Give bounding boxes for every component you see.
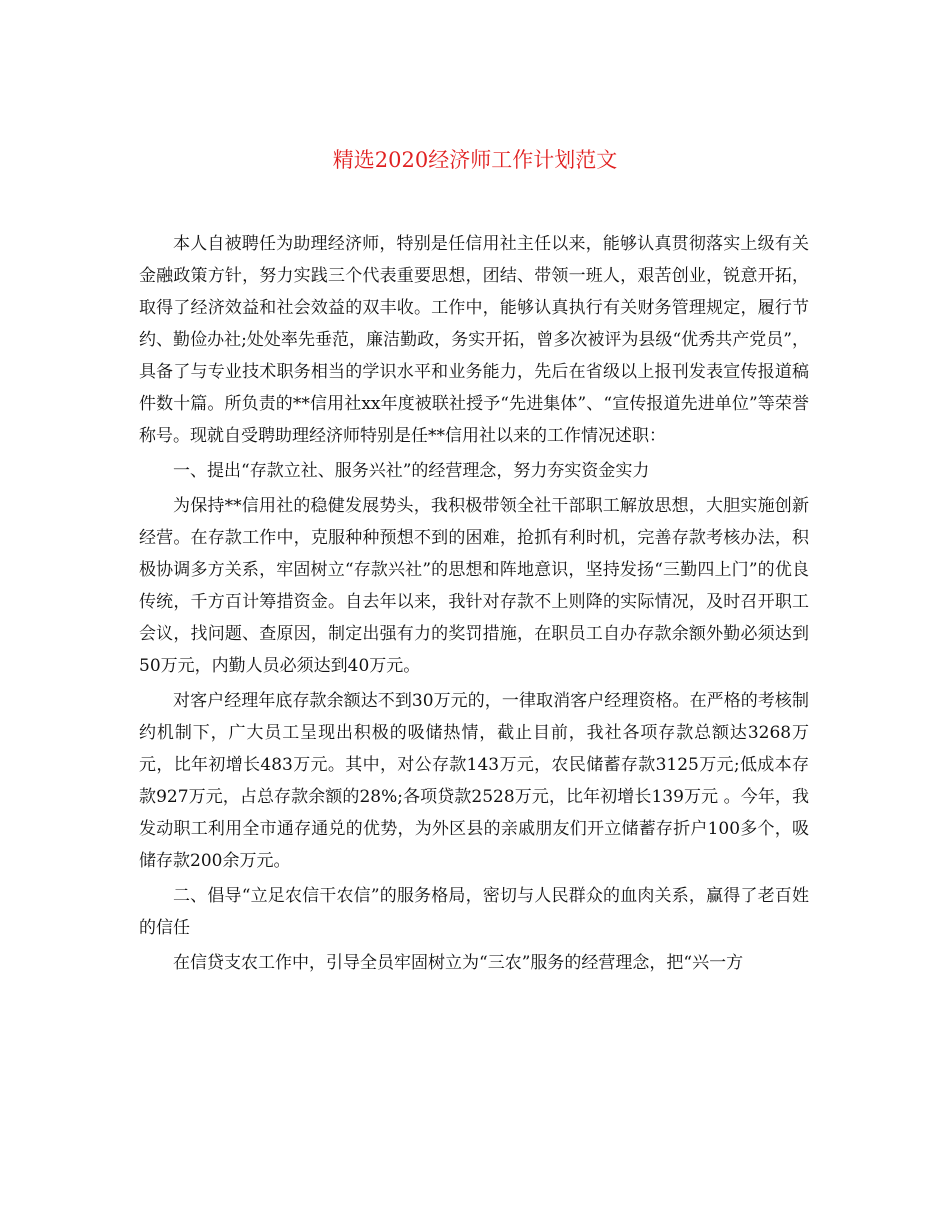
section-heading-1: 一、提出“存款立社、服务兴社”的经营理念，努力夯实资金实力 [173, 461, 650, 481]
paragraph-credit-support: 在信贷支农工作中，引导全员牢固树立为“三农”服务的经营理念，把“兴一方 [173, 953, 744, 973]
paragraph-deposit-work: 为保持**信用社的稳健发展势头，我积极带领全社干部职工解放思想，大胆实施创新经营。在存款工作中，克服种种预想不到的困难，抢抓有利时机，完善存款考核办法，积极协调多方关系，牢固树立“存款兴社”的思想和阵地意识，坚持发扬“三勤四上门”的优良传统，千方百计筹措资金。自去年以来，我针对存款不上则降的实际情况，及时召开职工会议，找问题、查原因，制定出强有力的奖罚措施，在职员工自办存款余额外勤必须达到50万元，内勤人员必须达到40万元。 [139, 496, 809, 676]
section-heading-2: 二、倡导“立足农信干农信”的服务格局，密切与人民群众的血肉关系，赢得了老百姓的信任 [139, 886, 809, 938]
document-body [139, 228, 809, 982]
paragraph-intro: 本人自被聘任为助理经济师，特别是任信用社主任以来，能够认真贯彻落实上级有关金融政策方针，努力实践三个代表重要思想，团结、带领一班人，艰苦创业，锐意开拓，取得了经济效益和社会效益的双丰收。工作中，能够认真执行有关财务管理规定，履行节约、勤俭办社;处处率先垂范，廉洁勤政，务实开拓，曾多次被评为县级“优秀共产党员”，具备了与专业技术职务相当的学识水平和业务能力，先后在省级以上报刊发表宣传报道稿件数十篇。所负责的**信用社xx年度被联社授予“先进集体”、“宣传报道先进单位”等荣誉称号。现就自受聘助理经济师特别是任**信用社以来的工作情况述职： [139, 234, 809, 446]
paragraph-deposit-results: 对客户经理年底存款余额达不到30万元的，一律取消客户经理资格。在严格的考核制约机制下，广大员工呈现出积极的吸储热情，截止目前，我社各项存款总额达3268万元，比年初增长483万元。其中，对公存款143万元，农民储蓄存款3125万元;低成本存款927万元，占总存款余额的28%;各项贷款2528万元，比年初增长139万元 。今年，我发动职工利用全市通存通兑的优势，为外区县的亲戚朋友们开立储蓄存折户100多个，吸储存款200余万元。 [139, 691, 809, 871]
document-title: 精选2020经济师工作计划范文 [332, 148, 618, 172]
